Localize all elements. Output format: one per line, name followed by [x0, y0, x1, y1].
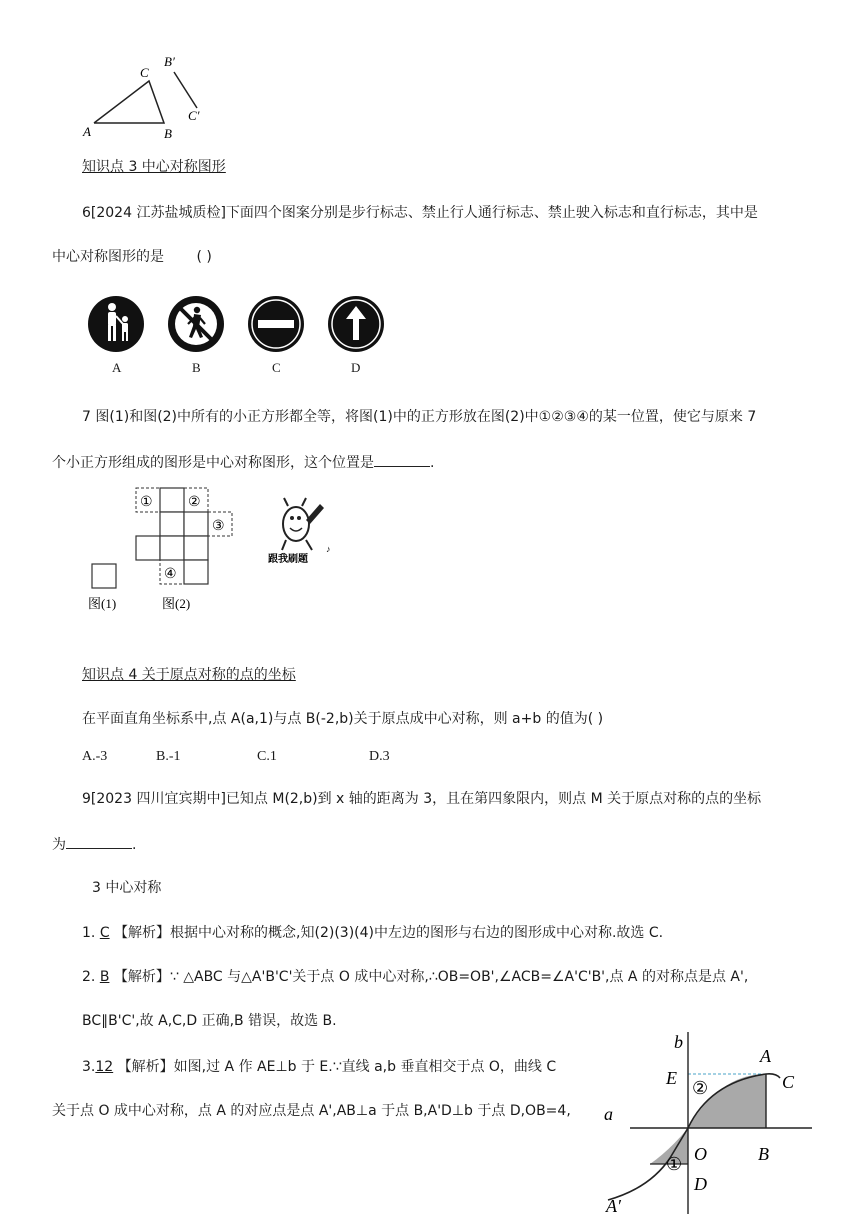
option-a-label: A — [112, 360, 122, 375]
triangle-figure — [80, 50, 220, 145]
axis-a-label: a — [604, 1104, 613, 1124]
q8-text: 在平面直角坐标系中,点 A(a,1)与点 B(-2,b)关于原点成中心对称，则 a+b 的值为( ) — [82, 711, 604, 727]
mark-1: ① — [140, 495, 153, 510]
answer-3-num: 3. — [82, 1059, 96, 1075]
stamp-text: 跟我刷题 — [268, 554, 308, 565]
q8-option-c: C.1 — [257, 749, 277, 764]
traffic-signs — [86, 294, 396, 358]
straight-ahead-sign-icon — [328, 296, 384, 352]
label-b-prime: B′ — [164, 54, 175, 69]
q7-answer-blank — [374, 452, 430, 467]
answer-1-text: 【解析】根据中心对称的概念,知(2)(3)(4)中左边的图形与右边的图形成中心对称.故选 C. — [109, 925, 664, 941]
q9-line2 — [52, 834, 136, 854]
section-heading-kp3: 知识点 3 中心对称图形 — [82, 159, 226, 175]
fig2-caption: 图(2) — [162, 596, 191, 611]
answer-1 — [82, 924, 663, 942]
mascot-stamp-icon — [266, 494, 338, 566]
q7-stem: 个小正方形组成的图形是中心对称图形，这个位置是 — [52, 455, 374, 471]
answer-3 — [82, 1058, 556, 1076]
no-entry-sign-icon — [248, 296, 304, 352]
region-2-label: ② — [692, 1078, 709, 1098]
section-heading-kp4: 知识点 4 关于原点对称的点的坐标 — [82, 667, 296, 683]
q6-stem: 中心对称图形的是 — [52, 249, 164, 265]
label-c: C — [140, 65, 149, 80]
answer-3-text: 【解析】如图,过 A 作 AE⊥b 于 E.∵直线 a,b 垂直相交于点 O，曲线 C — [113, 1059, 557, 1075]
label-b: B — [164, 126, 172, 141]
answers-title: 3 中心对称 — [92, 880, 162, 896]
label-a: A — [83, 124, 91, 139]
answer-1-choice: C — [99, 925, 110, 941]
answer-2-num: 2. — [82, 969, 100, 985]
option-b-label: B — [192, 360, 201, 375]
q9-period: . — [132, 837, 137, 853]
point-b-label: B — [758, 1144, 769, 1164]
q7-line1: 7 图(1)和图(2)中所有的小正方形都全等，将图(1)中的正方形放在图(2)中①②③④的某一位置，使它与原来 7 — [82, 409, 757, 425]
label-c-prime: C′ — [188, 108, 200, 123]
point-a-prime-label: A′ — [606, 1196, 621, 1216]
option-c-label: C — [272, 360, 281, 375]
region-1-label: ① — [666, 1154, 683, 1174]
point-o-label: O — [694, 1144, 707, 1164]
answer-2 — [82, 968, 748, 986]
symmetry-curve-graph — [600, 1030, 815, 1216]
svg-text:♪: ♪ — [326, 544, 331, 554]
curve-c-label: C — [782, 1072, 795, 1092]
no-pedestrian-sign-icon — [168, 296, 224, 352]
answer-2-text: 【解析】∵ △ABC 与△A'B'C'关于点 O 成中心对称,∴OB=OB',∠ACB=∠A'C'B',点 A 的对称点是点 A', — [109, 969, 749, 985]
q8-option-d: D.3 — [369, 749, 390, 764]
q9-stem: 为 — [52, 837, 66, 853]
q6-answer-paren: ( ) — [196, 249, 212, 265]
point-a-label: A — [760, 1046, 771, 1066]
fig1-caption: 图(1) — [88, 596, 117, 611]
point-e-label: E — [666, 1068, 677, 1088]
answer-2-line2: BC∥B'C',故 A,C,D 正确,B 错误，故选 B. — [82, 1013, 337, 1029]
pedestrian-sign-icon — [88, 296, 144, 352]
q6-line1: 6[2024 江苏盐城质检]下面四个图案分别是步行标志、禁止行人通行标志、禁止驶入标志和直行标志，其中是 — [82, 205, 758, 221]
q8-option-b: B.-1 — [156, 749, 181, 764]
q9-line1: 9[2023 四川宜宾期中]已知点 M(2,b)到 x 轴的距离为 3，且在第四象限内，则点 M 关于原点对称的点的坐标 — [82, 791, 762, 807]
mark-3: ③ — [212, 519, 225, 534]
q9-answer-blank — [66, 834, 132, 849]
option-d-label: D — [351, 360, 361, 375]
mark-4: ④ — [164, 567, 177, 582]
q7-period: . — [430, 455, 435, 471]
q6-line2 — [52, 248, 212, 266]
answer-2-choice: B — [99, 969, 110, 985]
answer-3-value: 12 — [95, 1059, 114, 1075]
answer-1-num: 1. — [82, 925, 100, 941]
q7-line2 — [52, 452, 434, 472]
mark-2: ② — [188, 495, 201, 510]
answer-3-line2: 关于点 O 成中心对称，点 A 的对应点是点 A',AB⊥a 于点 B,A'D⊥b 于点 D,OB=4, — [52, 1103, 571, 1119]
axis-b-label: b — [674, 1032, 683, 1052]
grid-figures — [84, 484, 254, 614]
point-d-label: D — [694, 1174, 707, 1194]
q8-option-a: A.-3 — [82, 749, 108, 764]
